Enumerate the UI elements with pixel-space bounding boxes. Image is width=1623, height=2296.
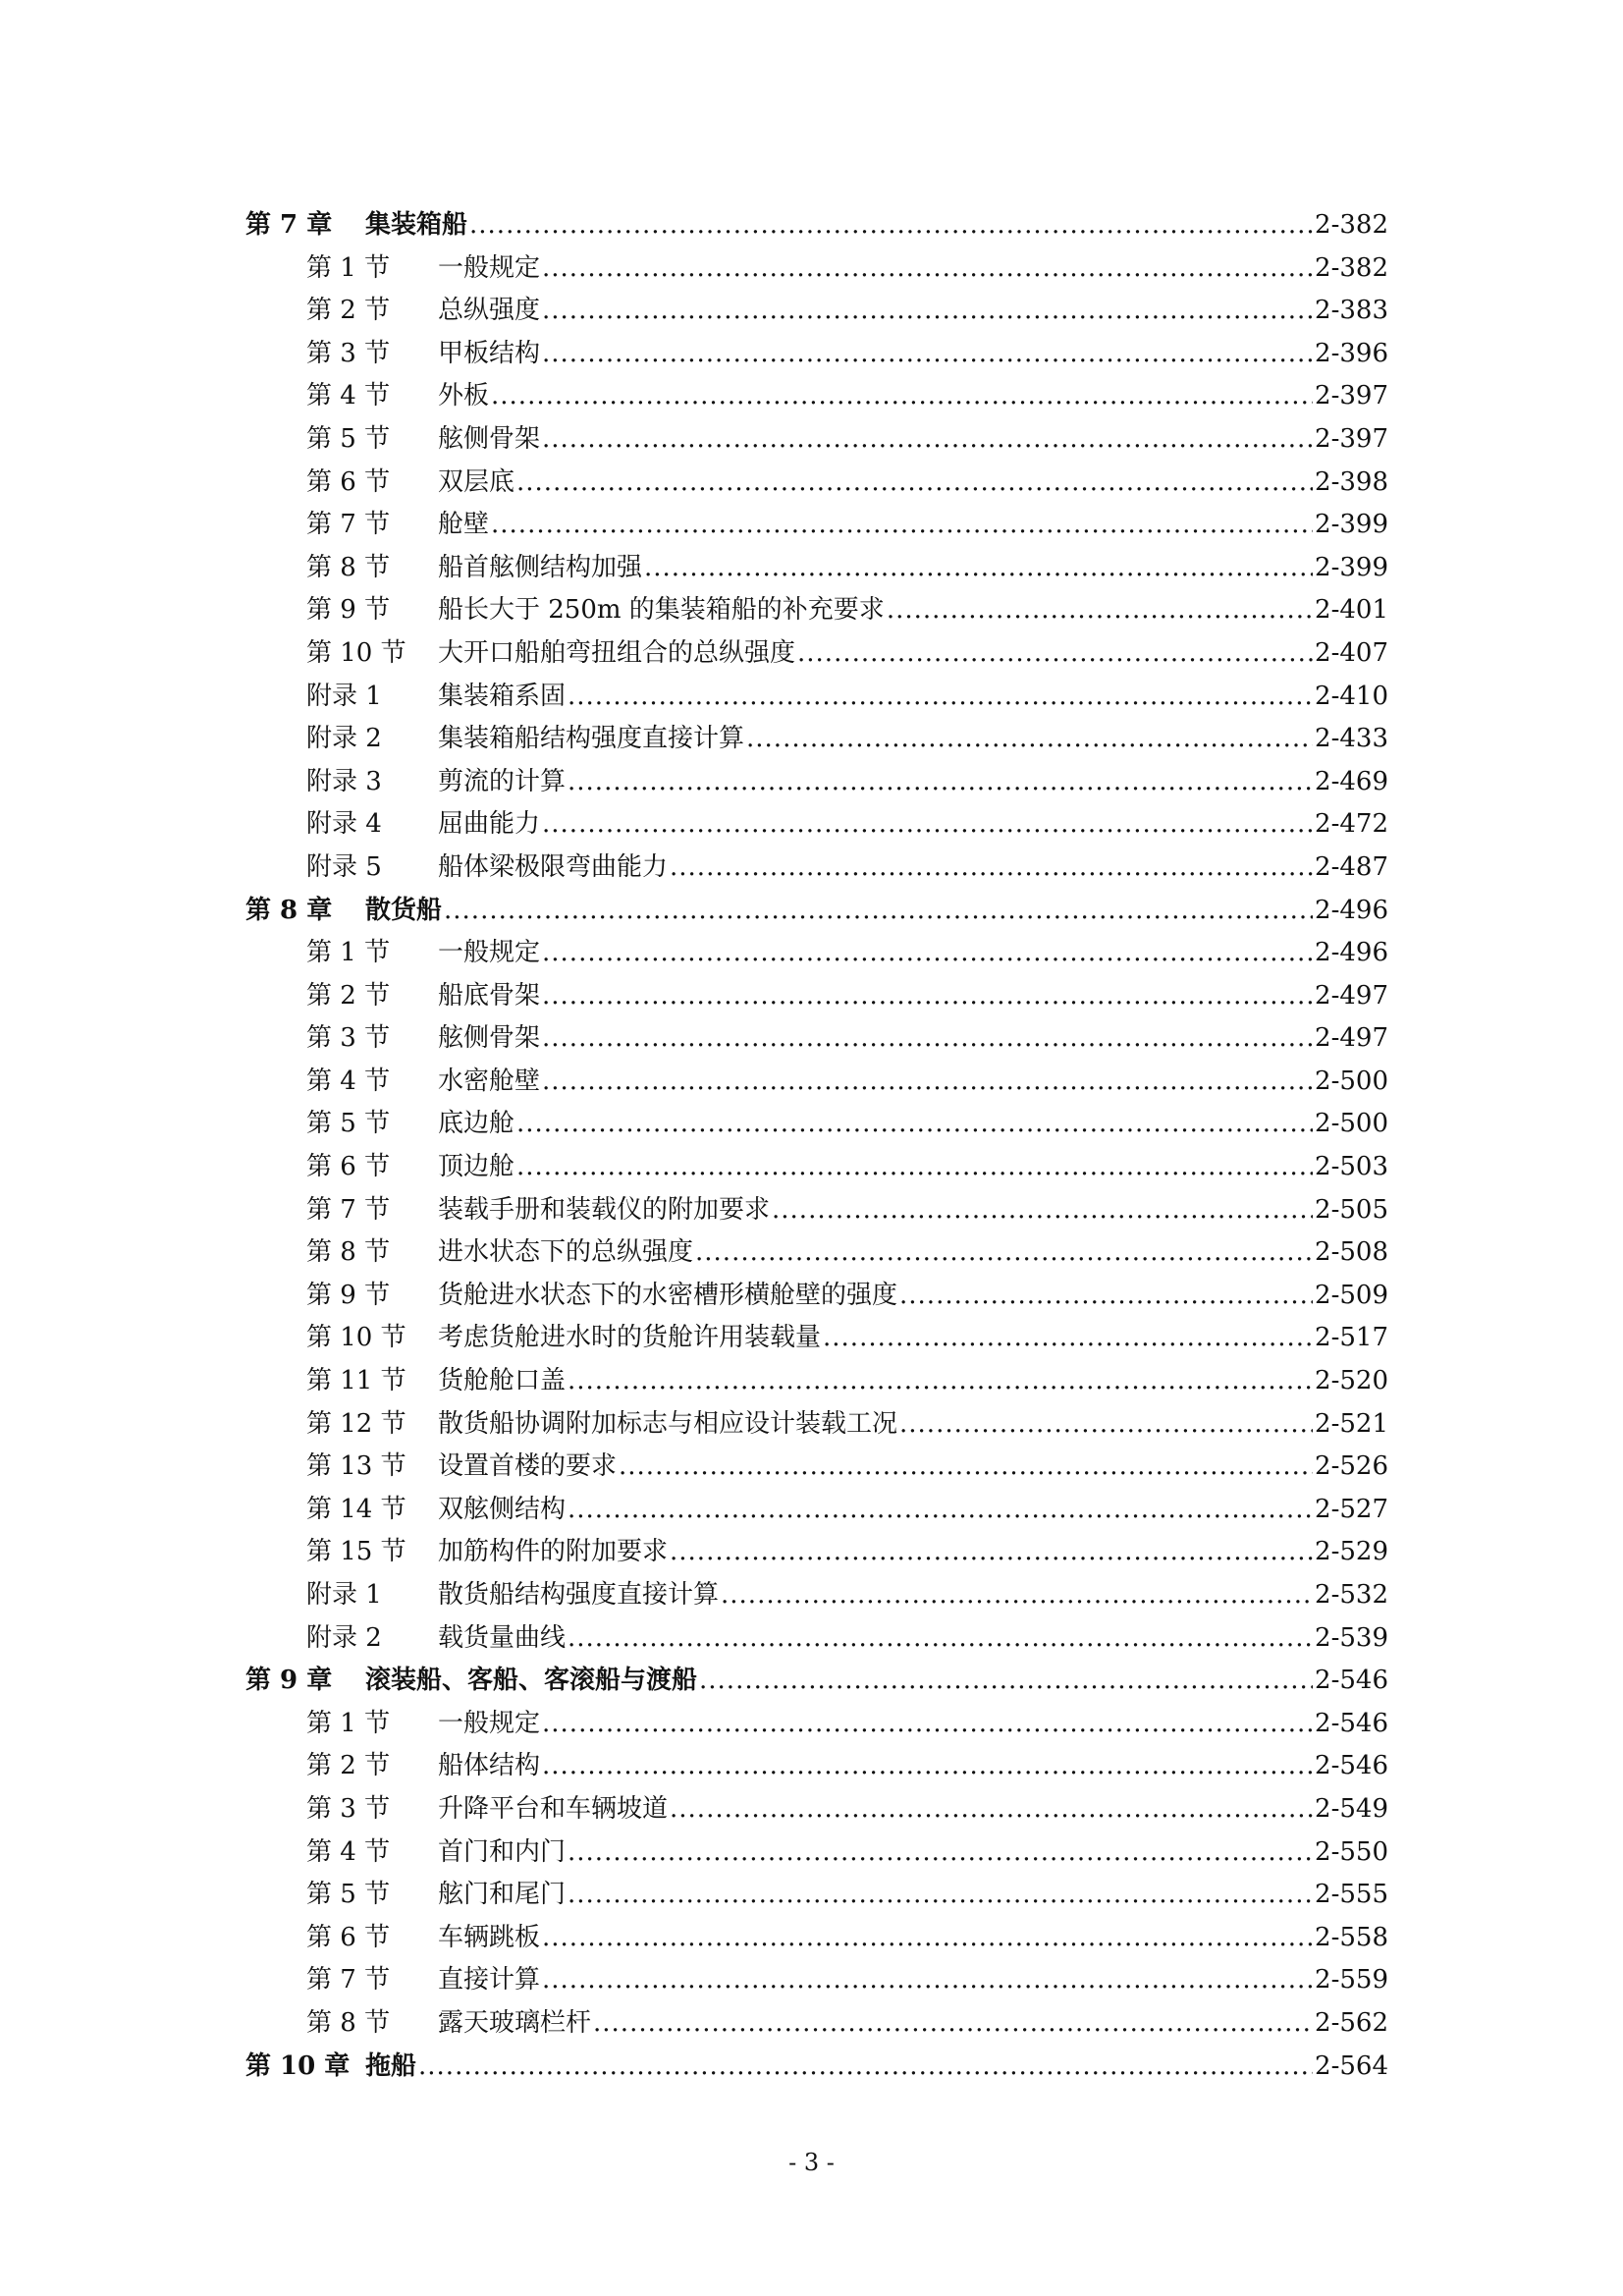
toc-entry-page: 2-399 bbox=[1315, 552, 1388, 582]
toc-section-entry[interactable] bbox=[245, 418, 1388, 462]
dot-leader bbox=[542, 418, 1313, 462]
toc-entry-page: 2-433 bbox=[1315, 724, 1388, 754]
toc-entry-page: 2-527 bbox=[1315, 1494, 1388, 1524]
toc-entry-page: 2-529 bbox=[1315, 1537, 1388, 1567]
toc-entry-label: 第 8 节 bbox=[306, 552, 391, 582]
dot-leader bbox=[568, 1617, 1313, 1661]
toc-entry-label: 附录 4 bbox=[306, 809, 382, 840]
toc-entry-page: 2-397 bbox=[1315, 423, 1388, 454]
toc-entry-label: 第 6 节 bbox=[306, 466, 391, 497]
toc-entry-title: 进水状态下的总纵强度 bbox=[438, 1237, 694, 1268]
toc-section-entry[interactable] bbox=[245, 1317, 1388, 1360]
dot-leader bbox=[670, 847, 1313, 890]
toc-entry-label: 第 5 节 bbox=[306, 1109, 391, 1139]
dot-leader bbox=[444, 890, 1313, 933]
toc-entry-title: 集装箱系固 bbox=[438, 681, 567, 711]
toc-entry-title: 屈曲能力 bbox=[438, 809, 541, 840]
toc-entry-title: 集装箱船结构强度直接计算 bbox=[438, 724, 745, 754]
toc-entry-page: 2-546 bbox=[1315, 1751, 1388, 1781]
toc-section-entry[interactable] bbox=[245, 1917, 1388, 1960]
dot-leader bbox=[542, 290, 1313, 333]
toc-entry-title: 一般规定 bbox=[438, 938, 541, 968]
toc-section-entry[interactable] bbox=[245, 975, 1388, 1018]
toc-entry-page: 2-496 bbox=[1315, 895, 1388, 925]
toc-entry-title: 舱壁 bbox=[438, 510, 490, 540]
toc-entry-title: 拖船 bbox=[365, 2050, 417, 2081]
toc-entry-page: 2-407 bbox=[1315, 637, 1388, 668]
toc-section-entry[interactable] bbox=[245, 1703, 1388, 1746]
toc-entry-title: 船底骨架 bbox=[438, 980, 541, 1011]
toc-entry-label: 附录 2 bbox=[306, 724, 382, 754]
toc-entry-title: 考虑货舱进水时的货舱许用装载量 bbox=[438, 1323, 822, 1353]
toc-entry-label: 第 15 节 bbox=[306, 1537, 406, 1567]
toc-section-entry[interactable] bbox=[245, 1531, 1388, 1574]
toc-entry-label: 第 2 节 bbox=[306, 296, 391, 326]
toc-section-entry[interactable] bbox=[245, 761, 1388, 804]
toc-entry-page: 2-558 bbox=[1315, 1922, 1388, 1952]
dot-leader bbox=[516, 462, 1313, 505]
dot-leader bbox=[542, 803, 1313, 847]
toc-section-entry[interactable] bbox=[245, 1017, 1388, 1061]
dot-leader bbox=[899, 1275, 1313, 1318]
page-number: - 3 - bbox=[788, 2149, 835, 2176]
dot-leader bbox=[469, 204, 1313, 247]
toc-section-entry[interactable] bbox=[245, 1788, 1388, 1831]
toc-entry-page: 2-382 bbox=[1315, 210, 1388, 240]
toc-entry-page: 2-505 bbox=[1315, 1194, 1388, 1225]
toc-entry-title: 首门和内门 bbox=[438, 1836, 567, 1867]
toc-entry-title: 露天玻璃栏杆 bbox=[438, 2007, 592, 2038]
toc-entry-label: 第 10 节 bbox=[306, 637, 406, 668]
toc-section-entry[interactable] bbox=[245, 333, 1388, 376]
toc-entry-title: 总纵强度 bbox=[438, 296, 541, 326]
toc-entry-title: 外板 bbox=[438, 381, 490, 411]
toc-section-entry[interactable] bbox=[245, 1574, 1388, 1617]
toc-entry-label: 第 1 节 bbox=[306, 938, 391, 968]
toc-section-entry[interactable] bbox=[245, 1874, 1388, 1917]
toc-section-entry[interactable] bbox=[245, 803, 1388, 847]
toc-entry-label: 第 6 节 bbox=[306, 1152, 391, 1182]
toc-entry-label: 第 7 节 bbox=[306, 510, 391, 540]
toc-entry-label: 第 10 节 bbox=[306, 1323, 406, 1353]
toc-entry-page: 2-397 bbox=[1315, 381, 1388, 411]
toc-entry-page: 2-500 bbox=[1315, 1066, 1388, 1096]
toc-entry-page: 2-398 bbox=[1315, 466, 1388, 497]
toc-section-entry[interactable] bbox=[245, 589, 1388, 632]
dot-leader bbox=[568, 761, 1313, 804]
toc-section-entry[interactable] bbox=[245, 1489, 1388, 1532]
toc-section-entry[interactable] bbox=[245, 1446, 1388, 1489]
dot-leader bbox=[418, 2046, 1313, 2089]
toc-entry-title: 散货船结构强度直接计算 bbox=[438, 1580, 720, 1610]
toc-entry-title: 货舱舱口盖 bbox=[438, 1366, 567, 1396]
dot-leader bbox=[670, 1531, 1313, 1574]
toc-entry-label: 第 8 节 bbox=[306, 1237, 391, 1268]
toc-entry-page: 2-521 bbox=[1315, 1408, 1388, 1439]
toc-entry-title: 一般规定 bbox=[438, 252, 541, 283]
toc-section-entry[interactable] bbox=[245, 1360, 1388, 1403]
toc-entry-page: 2-503 bbox=[1315, 1152, 1388, 1182]
toc-entry-title: 散货船协调附加标志与相应设计装载工况 bbox=[438, 1408, 898, 1439]
dot-leader bbox=[542, 247, 1313, 291]
toc-entry-label: 附录 1 bbox=[306, 1580, 382, 1610]
toc-entry-label: 第 3 节 bbox=[306, 1793, 391, 1824]
toc-section-entry[interactable] bbox=[245, 1275, 1388, 1318]
toc-entry-title: 双舷侧结构 bbox=[438, 1494, 567, 1524]
toc-section-entry[interactable] bbox=[245, 718, 1388, 761]
toc-entry-label: 附录 5 bbox=[306, 851, 382, 882]
dot-leader bbox=[568, 1489, 1313, 1532]
dot-leader bbox=[542, 333, 1313, 376]
toc-section-entry[interactable] bbox=[245, 1831, 1388, 1875]
dot-leader bbox=[542, 1703, 1313, 1746]
toc-entry-page: 2-410 bbox=[1315, 681, 1388, 711]
toc-entry-page: 2-562 bbox=[1315, 2007, 1388, 2038]
toc-entry-label: 第 11 节 bbox=[306, 1366, 406, 1396]
toc-entry-page: 2-469 bbox=[1315, 766, 1388, 796]
toc-section-entry[interactable] bbox=[245, 847, 1388, 890]
toc-entry-title: 集装箱船 bbox=[365, 210, 468, 240]
toc-entry-page: 2-555 bbox=[1315, 1880, 1388, 1910]
toc-entry-page: 2-559 bbox=[1315, 1965, 1388, 1995]
toc-entry-title: 甲板结构 bbox=[438, 338, 541, 368]
toc-section-entry[interactable] bbox=[245, 375, 1388, 418]
dot-leader bbox=[568, 676, 1313, 719]
toc-entry-label: 第 1 节 bbox=[306, 1708, 391, 1738]
toc-chapter-entry[interactable] bbox=[245, 2046, 1388, 2089]
toc-section-entry[interactable] bbox=[245, 1061, 1388, 1104]
toc-section-entry[interactable] bbox=[245, 462, 1388, 505]
dot-leader bbox=[797, 632, 1313, 676]
toc-entry-label: 第 9 节 bbox=[306, 595, 391, 626]
toc-entry-page: 2-520 bbox=[1315, 1366, 1388, 1396]
dot-leader bbox=[699, 1660, 1313, 1703]
toc-entry-page: 2-500 bbox=[1315, 1109, 1388, 1139]
toc-entry-page: 2-546 bbox=[1315, 1708, 1388, 1738]
toc-entry-page: 2-396 bbox=[1315, 338, 1388, 368]
toc-entry-label: 第 8 节 bbox=[306, 2007, 391, 2038]
toc-section-entry[interactable] bbox=[245, 1745, 1388, 1788]
toc-entry-label: 第 1 节 bbox=[306, 252, 391, 283]
toc-entry-label: 第 13 节 bbox=[306, 1451, 406, 1482]
toc-entry-title: 大开口船舶弯扭组合的总纵强度 bbox=[438, 637, 796, 668]
toc-entry-title: 底边舱 bbox=[438, 1109, 515, 1139]
dot-leader bbox=[568, 1874, 1313, 1917]
toc-section-entry[interactable] bbox=[245, 1103, 1388, 1146]
dot-leader bbox=[721, 1574, 1313, 1617]
toc-entry-title: 车辆跳板 bbox=[438, 1922, 541, 1952]
toc-section-entry[interactable] bbox=[245, 504, 1388, 547]
toc-entry-label: 第 6 节 bbox=[306, 1922, 391, 1952]
toc-entry-title: 双层底 bbox=[438, 466, 515, 497]
toc-section-entry[interactable] bbox=[245, 1146, 1388, 1189]
dot-leader bbox=[516, 1103, 1313, 1146]
toc-section-entry[interactable] bbox=[245, 2002, 1388, 2046]
dot-leader bbox=[670, 1788, 1313, 1831]
toc-entry-label: 第 10 章 bbox=[245, 2050, 351, 2081]
table-of-contents bbox=[245, 204, 1388, 2088]
toc-entry-page: 2-517 bbox=[1315, 1323, 1388, 1353]
toc-section-entry[interactable] bbox=[245, 1231, 1388, 1275]
toc-entry-label: 第 14 节 bbox=[306, 1494, 406, 1524]
toc-entry-title: 散货船 bbox=[365, 895, 443, 925]
toc-entry-label: 第 2 节 bbox=[306, 1751, 391, 1781]
toc-entry-title: 货舱进水状态下的水密槽形横舱壁的强度 bbox=[438, 1280, 898, 1310]
toc-entry-label: 第 4 节 bbox=[306, 381, 391, 411]
toc-section-entry[interactable] bbox=[245, 547, 1388, 590]
toc-chapter-entry[interactable] bbox=[245, 890, 1388, 933]
toc-entry-title: 顶边舱 bbox=[438, 1152, 515, 1182]
toc-entry-label: 第 5 节 bbox=[306, 423, 391, 454]
toc-entry-label: 第 12 节 bbox=[306, 1408, 406, 1439]
toc-entry-label: 第 7 节 bbox=[306, 1965, 391, 1995]
toc-section-entry[interactable] bbox=[245, 1959, 1388, 2002]
toc-entry-page: 2-509 bbox=[1315, 1280, 1388, 1310]
toc-entry-page: 2-532 bbox=[1315, 1580, 1388, 1610]
toc-entry-label: 附录 2 bbox=[306, 1622, 382, 1653]
toc-entry-label: 第 9 章 bbox=[245, 1666, 333, 1696]
toc-entry-label: 第 7 章 bbox=[245, 210, 333, 240]
toc-entry-page: 2-496 bbox=[1315, 938, 1388, 968]
dot-leader bbox=[823, 1317, 1313, 1360]
toc-entry-page: 2-550 bbox=[1315, 1836, 1388, 1867]
toc-section-entry[interactable] bbox=[245, 290, 1388, 333]
dot-leader bbox=[568, 1360, 1313, 1403]
dot-leader bbox=[542, 1959, 1313, 2002]
dot-leader bbox=[695, 1231, 1313, 1275]
toc-entry-title: 船体梁极限弯曲能力 bbox=[438, 851, 669, 882]
toc-entry-page: 2-487 bbox=[1315, 851, 1388, 882]
toc-entry-title: 船长大于 250m 的集装箱船的补充要求 bbox=[438, 595, 885, 626]
toc-entry-label: 第 4 节 bbox=[306, 1836, 391, 1867]
dot-leader bbox=[491, 504, 1313, 547]
toc-section-entry[interactable] bbox=[245, 1189, 1388, 1232]
toc-entry-page: 2-383 bbox=[1315, 296, 1388, 326]
dot-leader bbox=[491, 375, 1313, 418]
toc-entry-title: 剪流的计算 bbox=[438, 766, 567, 796]
dot-leader bbox=[746, 718, 1313, 761]
toc-entry-label: 第 5 节 bbox=[306, 1880, 391, 1910]
dot-leader bbox=[542, 1917, 1313, 1960]
toc-entry-page: 2-401 bbox=[1315, 595, 1388, 626]
dot-leader bbox=[542, 1017, 1313, 1061]
toc-entry-label: 附录 1 bbox=[306, 681, 382, 711]
toc-entry-title: 加筋构件的附加要求 bbox=[438, 1537, 669, 1567]
dot-leader bbox=[593, 2002, 1313, 2046]
dot-leader bbox=[619, 1446, 1313, 1489]
toc-entry-page: 2-526 bbox=[1315, 1451, 1388, 1482]
toc-entry-title: 舷侧骨架 bbox=[438, 1023, 541, 1054]
toc-entry-label: 第 2 节 bbox=[306, 980, 391, 1011]
toc-entry-title: 载货量曲线 bbox=[438, 1622, 567, 1653]
toc-entry-page: 2-546 bbox=[1315, 1666, 1388, 1696]
toc-entry-page: 2-508 bbox=[1315, 1237, 1388, 1268]
toc-entry-page: 2-497 bbox=[1315, 980, 1388, 1011]
toc-section-entry[interactable] bbox=[245, 676, 1388, 719]
toc-entry-title: 装载手册和装载仪的附加要求 bbox=[438, 1194, 771, 1225]
toc-chapter-entry[interactable] bbox=[245, 1660, 1388, 1703]
toc-entry-title: 水密舱壁 bbox=[438, 1066, 541, 1096]
toc-entry-label: 第 7 节 bbox=[306, 1194, 391, 1225]
toc-section-entry[interactable] bbox=[245, 1403, 1388, 1447]
dot-leader bbox=[516, 1146, 1313, 1189]
toc-entry-label: 第 8 章 bbox=[245, 895, 333, 925]
toc-entry-label: 第 9 节 bbox=[306, 1280, 391, 1310]
toc-section-entry[interactable] bbox=[245, 1617, 1388, 1661]
toc-section-entry[interactable] bbox=[245, 932, 1388, 975]
toc-entry-page: 2-549 bbox=[1315, 1793, 1388, 1824]
dot-leader bbox=[542, 1745, 1313, 1788]
toc-entry-page: 2-564 bbox=[1315, 2050, 1388, 2081]
dot-leader bbox=[644, 547, 1313, 590]
toc-entry-label: 第 4 节 bbox=[306, 1066, 391, 1096]
toc-entry-title: 舷门和尾门 bbox=[438, 1880, 567, 1910]
toc-entry-title: 设置首楼的要求 bbox=[438, 1451, 618, 1482]
toc-entry-page: 2-472 bbox=[1315, 809, 1388, 840]
toc-chapter-entry[interactable] bbox=[245, 204, 1388, 247]
toc-entry-page: 2-497 bbox=[1315, 1023, 1388, 1054]
toc-entry-label: 附录 3 bbox=[306, 766, 382, 796]
toc-section-entry[interactable] bbox=[245, 247, 1388, 291]
dot-leader bbox=[542, 975, 1313, 1018]
toc-entry-page: 2-539 bbox=[1315, 1622, 1388, 1653]
toc-entry-title: 一般规定 bbox=[438, 1708, 541, 1738]
dot-leader bbox=[772, 1189, 1313, 1232]
dot-leader bbox=[899, 1403, 1313, 1447]
dot-leader bbox=[568, 1831, 1313, 1875]
toc-section-entry[interactable] bbox=[245, 632, 1388, 676]
toc-entry-title: 舷侧骨架 bbox=[438, 423, 541, 454]
dot-leader bbox=[887, 589, 1313, 632]
dot-leader bbox=[542, 1061, 1313, 1104]
toc-entry-title: 直接计算 bbox=[438, 1965, 541, 1995]
toc-entry-title: 滚装船、客船、客滚船与渡船 bbox=[365, 1666, 698, 1696]
toc-entry-title: 船体结构 bbox=[438, 1751, 541, 1781]
toc-entry-title: 升降平台和车辆坡道 bbox=[438, 1793, 669, 1824]
toc-entry-title: 船首舷侧结构加强 bbox=[438, 552, 643, 582]
toc-entry-page: 2-382 bbox=[1315, 252, 1388, 283]
toc-entry-page: 2-399 bbox=[1315, 510, 1388, 540]
toc-entry-label: 第 3 节 bbox=[306, 1023, 391, 1054]
toc-entry-label: 第 3 节 bbox=[306, 338, 391, 368]
dot-leader bbox=[542, 932, 1313, 975]
